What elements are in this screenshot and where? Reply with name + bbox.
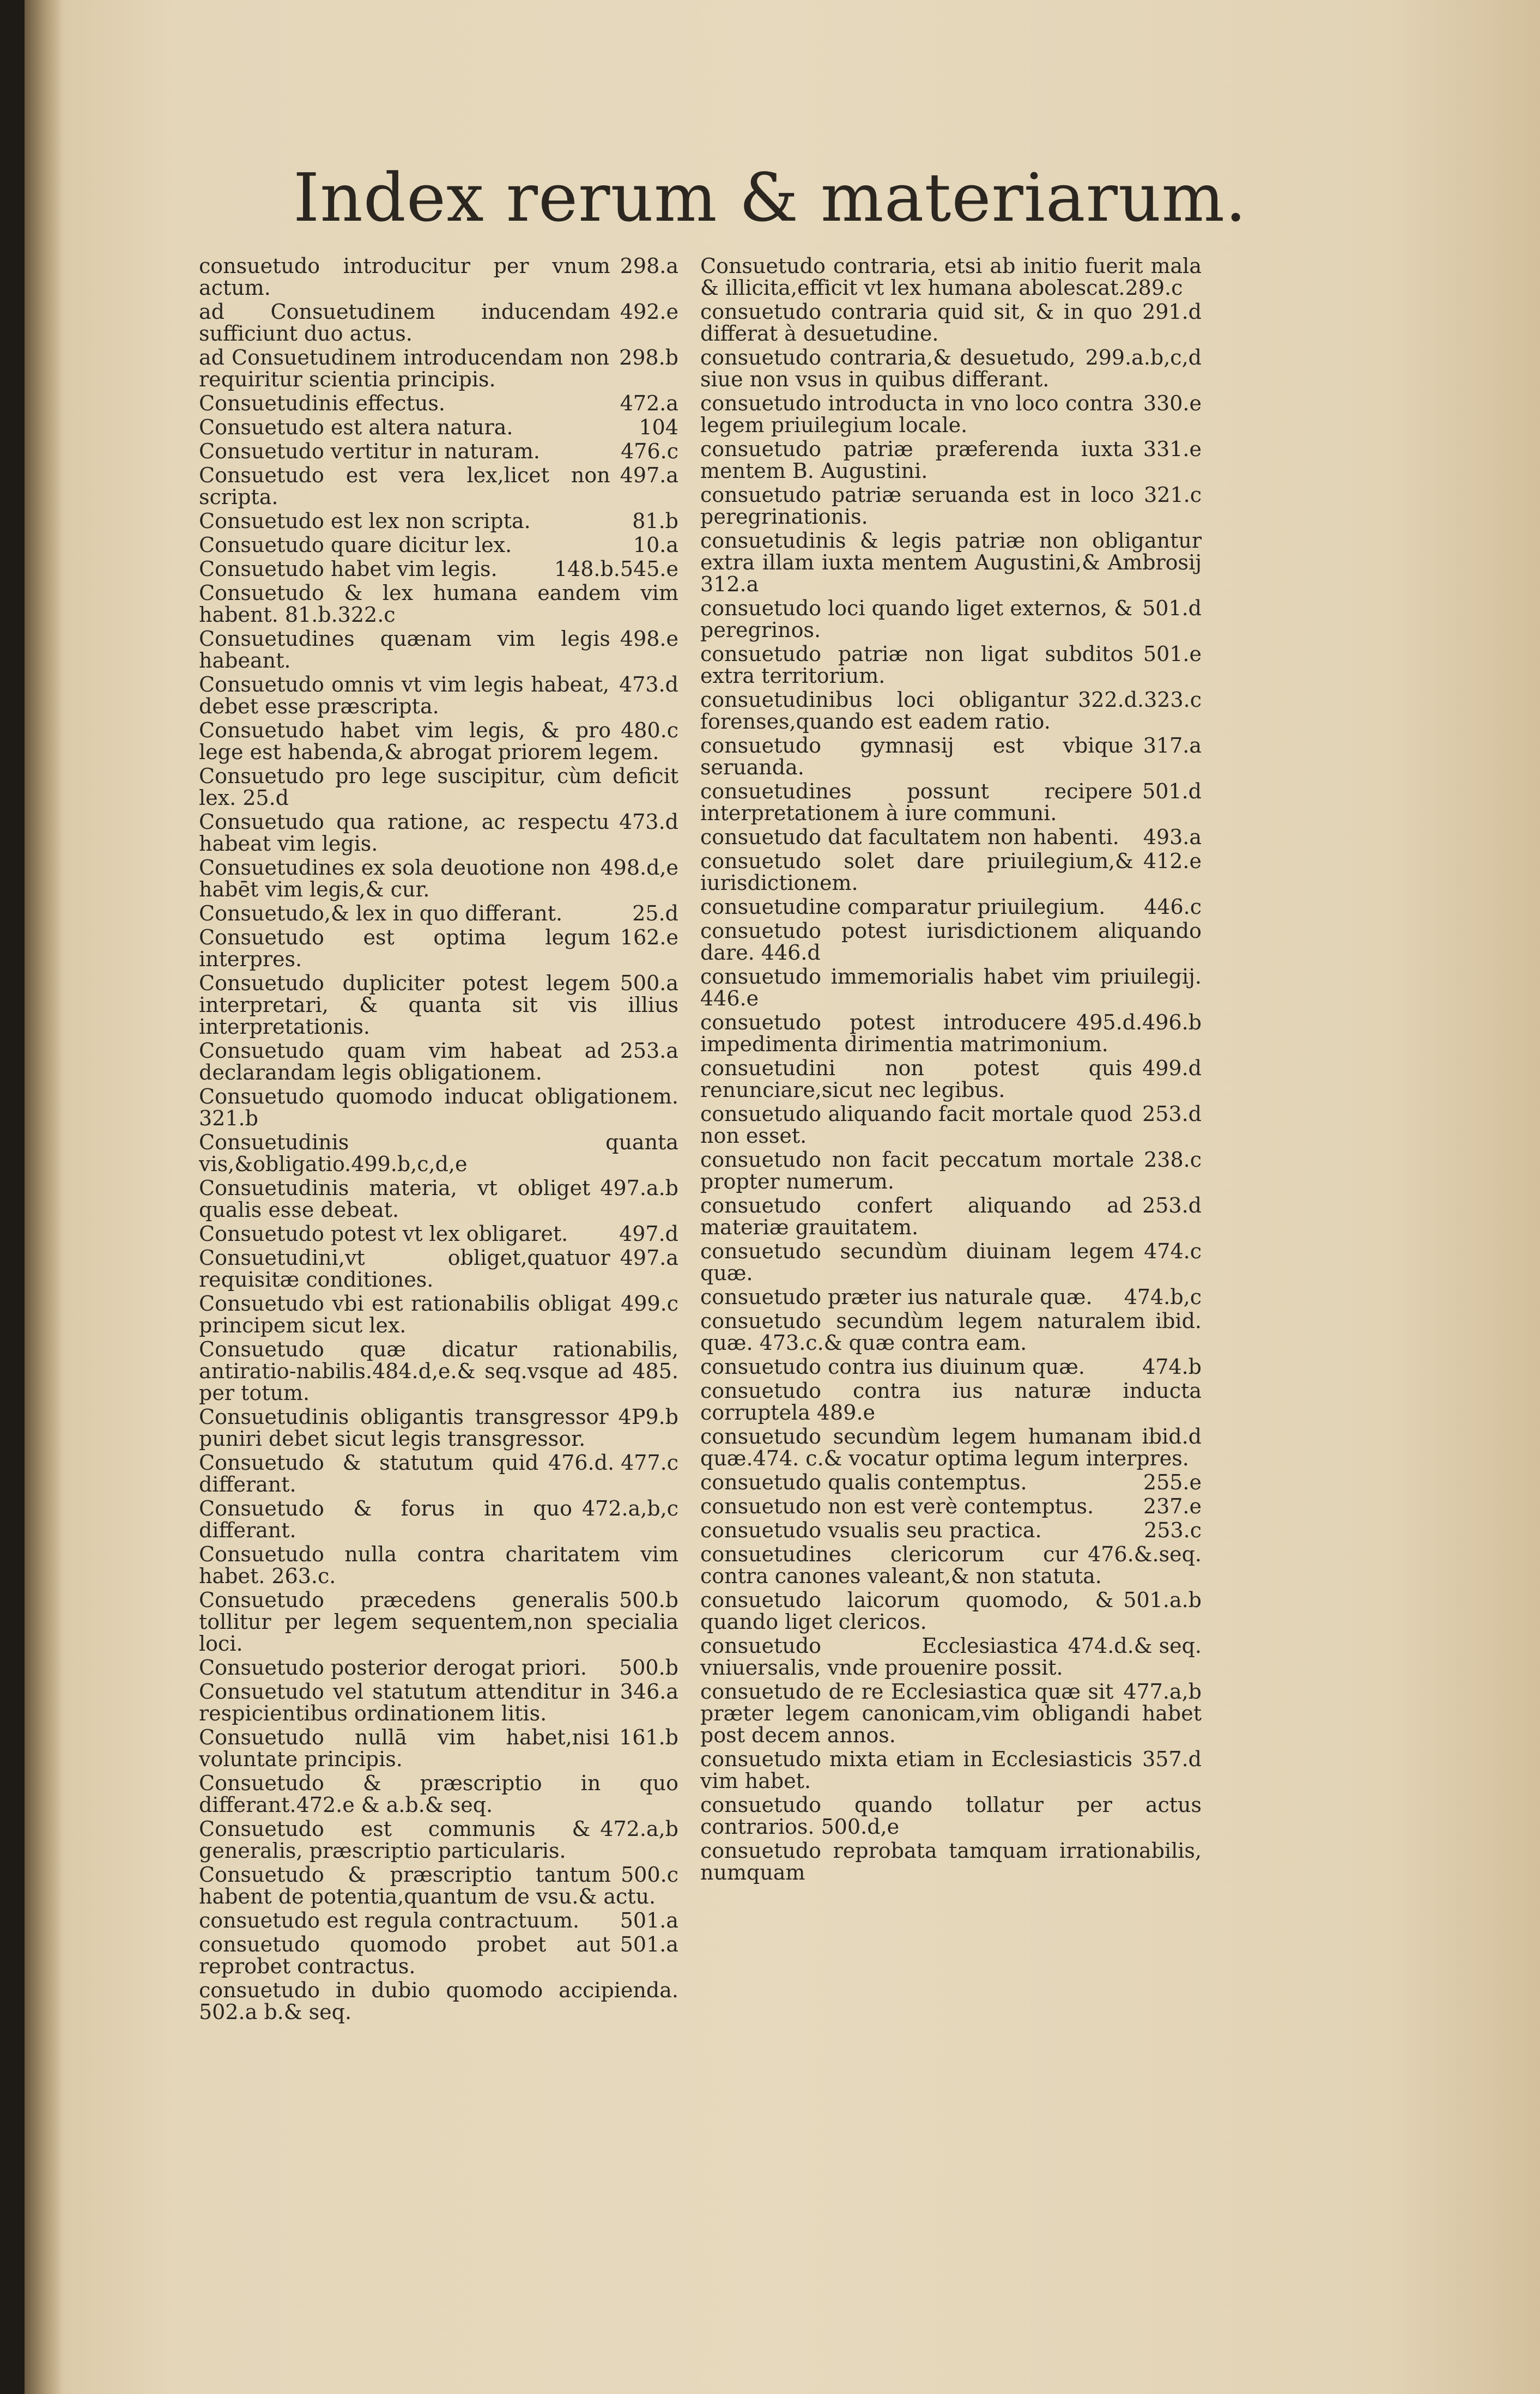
index-entry-text: consuetudo solet dare priuilegium,& iurisdictionem.	[700, 849, 1133, 895]
index-entry	[199, 1681, 678, 1724]
index-entry-reference: 500.a	[620, 971, 678, 995]
index-entry-reference: 317.a	[1143, 734, 1202, 757]
index-entry-text: Consuetudo vel statutum attenditur in respicientibus ordinationem litis.	[199, 1680, 610, 1725]
index-entry-text: Consuetudo vertitur in naturam.	[199, 439, 540, 463]
index-entry-reference: 500.c	[621, 1863, 678, 1887]
index-entry-text: consuetudo qualis contemptus.	[700, 1470, 1027, 1494]
index-entry-text: consuetudinis & legis patriæ non obligantur extra illam iuxta mentem Augustini,& Ambrosij 312.a	[700, 529, 1202, 596]
index-entry	[199, 765, 678, 809]
index-entry-text: Consuetudo quam vim habeat ad declarandam legis obligationem.	[199, 1039, 610, 1084]
index-entry-text: Consuetudo habet vim legis, & pro lege est habenda,& abrogat priorem legem.	[199, 718, 659, 764]
index-entry	[700, 1589, 1202, 1633]
index-entry-reference: 473.d	[619, 810, 678, 834]
index-entry-reference: 291.d	[1142, 300, 1202, 324]
index-entry	[700, 1748, 1202, 1792]
index-entry	[199, 628, 678, 671]
index-entry-reference: 253.c	[1144, 1518, 1202, 1542]
index-entry	[199, 558, 678, 580]
index-entry-text: consuetudines possunt recipere interpretationem à iure communi.	[700, 779, 1133, 825]
index-entry-reference: 237.e	[1143, 1494, 1202, 1518]
index-entry	[199, 1338, 678, 1404]
index-entry-reference: 253.d	[1142, 1193, 1202, 1217]
index-entry	[199, 1910, 678, 1931]
index-entry	[700, 1057, 1202, 1101]
index-entry-reference: 495.d.496.b	[1076, 1010, 1202, 1034]
index-entry	[199, 347, 678, 390]
index-entry-text: consuetudo aliquando facit mortale quod non esset.	[700, 1102, 1133, 1148]
index-entry-reference: 298.a	[620, 254, 678, 278]
index-entry-text: Consuetudo nullā vim habet,nisi voluntate principis.	[199, 1725, 610, 1771]
index-entry-reference: 498.e	[620, 627, 678, 651]
index-entry-reference: 497.a	[620, 463, 678, 487]
index-entry-text: Consuetudinis quanta vis,&obligatio.499.b,c,d,e	[199, 1130, 678, 1176]
index-entry-reference: 10.a	[633, 533, 678, 557]
index-entry	[700, 1794, 1202, 1838]
index-entry-text: consuetudini non potest quis renunciare,sicut nec legibus.	[700, 1056, 1133, 1102]
index-entry	[199, 416, 678, 438]
index-entry	[199, 582, 678, 626]
index-entry	[199, 1086, 678, 1129]
index-entry-text: Consuetudo & forus in quo differant.	[199, 1496, 572, 1542]
index-entry	[199, 1247, 678, 1290]
index-entry	[700, 643, 1202, 687]
index-entry	[700, 850, 1202, 894]
index-entry-reference: 501.a.b	[1123, 1588, 1202, 1612]
index-entry-text: Consuetudo & lex humana eandem vim habent. 81.b.322.c	[199, 581, 678, 627]
index-entry-text: consuetudo laicorum quomodo, & quando liget clericos.	[700, 1588, 1114, 1634]
index-entry	[700, 780, 1202, 824]
index-entry-text: Consuetudini,vt obliget,quatuor requisitæ conditiones.	[199, 1246, 610, 1292]
index-entry-text: Consuetudinis materia, vt obliget qualis esse debeat.	[199, 1176, 591, 1222]
index-entry	[700, 920, 1202, 963]
index-entry-reference: 474.b	[1142, 1355, 1202, 1379]
index-entry	[199, 440, 678, 462]
index-entry-reference: 322.d.323.c	[1078, 688, 1202, 712]
index-entry	[199, 674, 678, 717]
index-column-left	[199, 255, 678, 2025]
index-column-right	[700, 255, 1202, 1886]
index-entry-reference: 238.c	[1144, 1148, 1202, 1172]
index-entry-reference: 480.c	[621, 718, 678, 742]
index-entry-text: ad Consuetudinem introducendam non requiritur scientia principis.	[199, 346, 610, 391]
index-entry-reference: 148.b.545.e	[554, 557, 678, 581]
index-entry-reference: 346.a	[620, 1680, 678, 1704]
index-entry-reference: 253.a	[620, 1039, 678, 1063]
index-entry	[199, 1979, 678, 2023]
index-entry	[700, 735, 1202, 778]
index-entry-text: consuetudo reprobata tamquam irrationabilis, numquam	[700, 1839, 1202, 1884]
index-entry-text: Consuetudo nulla contra charitatem vim habet. 263.c.	[199, 1542, 678, 1588]
index-entry-reference: 501.a	[620, 1908, 678, 1932]
index-entry	[700, 1286, 1202, 1308]
index-entry	[700, 392, 1202, 436]
index-entry-text: Consuetudines ex sola deuotione non habēt vim legis,& cur.	[199, 856, 591, 901]
index-entry	[199, 1864, 678, 1907]
index-entry-reference: 474.d.& seq.	[1068, 1634, 1202, 1658]
index-entry-text: Consuetudo est communis & generalis, præscriptio particularis.	[199, 1817, 591, 1863]
index-entry-reference: 331.e	[1143, 437, 1202, 461]
index-entry-reference: 330.e	[1143, 391, 1202, 415]
index-entry	[700, 1356, 1202, 1378]
index-entry-reference: 472.a,b	[600, 1817, 678, 1841]
index-entry-text: Consuetudo pro lege suscipitur, cùm deficit lex. 25.d	[199, 764, 678, 810]
index-entry-text: consuetudo potest iurisdictionem aliquando dare. 446.d	[700, 919, 1202, 965]
index-entry-reference: 501.d	[1142, 596, 1202, 620]
index-entry-text: Consuetudo qua ratione, ac respectu habeat vim legis.	[199, 810, 610, 856]
page-gutter	[25, 0, 63, 2394]
index-entry-reference: 499.d	[1142, 1056, 1202, 1080]
index-entry	[700, 1310, 1202, 1354]
index-entry	[700, 896, 1202, 918]
index-entry-text: Consuetudinis effectus.	[199, 391, 445, 415]
index-entry	[199, 534, 678, 556]
index-entry	[199, 1223, 678, 1245]
index-entry-reference: 412.e	[1143, 849, 1202, 873]
index-entry-reference: 474.c	[1144, 1239, 1202, 1263]
index-entry-text: consuetudo vsualis seu practica.	[700, 1518, 1042, 1542]
index-entry-text: consuetudo de re Ecclesiastica quæ sit præter legem canonicam,vim obligandi habet post decem annos.	[700, 1680, 1202, 1747]
index-entry-reference: ibid.	[1155, 1309, 1202, 1333]
index-entry	[700, 1195, 1202, 1238]
index-entry	[700, 438, 1202, 482]
index-entry-text: Consuetudo est optima legum interpres.	[199, 925, 610, 971]
index-entry	[199, 464, 678, 508]
index-entry-reference: 162.e	[620, 925, 678, 949]
index-entry-reference: 25.d	[632, 901, 678, 925]
index-entry-reference: 446.c	[1144, 895, 1202, 919]
index-entry-text: consuetudo contra ius diuinum quæ.	[700, 1355, 1085, 1379]
index-entry	[199, 1452, 678, 1495]
index-entry	[199, 811, 678, 854]
index-entry-text: Consuetudo quare dicitur lex.	[199, 533, 512, 557]
index-entry-reference: 255.e	[1143, 1470, 1202, 1494]
index-entry-text: Consuetudo dupliciter potest legem interpretari, & quanta sit vis illius interpretationis.	[199, 971, 678, 1039]
index-entry	[199, 1657, 678, 1678]
index-entry-text: Consuetudo & statutum quid differant.	[199, 1451, 539, 1496]
index-entry	[199, 1177, 678, 1221]
index-entry-text: consuetudinibus loci obligantur forenses,quando est eadem ratio.	[700, 688, 1069, 734]
index-entry-text: consuetudo patriæ seruanda est in loco peregrinationis.	[700, 483, 1135, 529]
index-entry-text: Consuetudo & præscriptio in quo differant.472.e & a.b.& seq.	[199, 1771, 678, 1817]
index-entry-text: consuetudo immemorialis habet vim priuilegij. 446.e	[700, 965, 1202, 1010]
index-entry-reference: 500.b	[619, 1656, 678, 1680]
index-entry	[199, 1934, 678, 1977]
index-entry	[199, 926, 678, 970]
index-entry-reference: 497.d	[619, 1222, 678, 1246]
index-entry-text: consuetudo gymnasij est vbique seruanda.	[700, 734, 1133, 779]
index-entry	[700, 301, 1202, 344]
index-entry	[199, 972, 678, 1038]
index-entry	[700, 1840, 1202, 1883]
index-entry-text: Consuetudines quænam vim legis habeant.	[199, 627, 610, 672]
index-entry-text: consuetudo potest introducere impedimenta dirimentia matrimonium.	[700, 1010, 1108, 1056]
index-entry-text: Consuetudo potest vt lex obligaret.	[199, 1222, 568, 1246]
index-entry-text: consuetudo patriæ præferenda iuxta mentem B. Augustini.	[700, 437, 1133, 483]
index-entry	[700, 1240, 1202, 1284]
index-entry	[700, 1011, 1202, 1055]
index-entry-text: Consuetudo omnis vt vim legis habeat, debet esse præscripta.	[199, 672, 610, 718]
index-entry-text: consuetudo introducta in vno loco contra legem priuilegium locale.	[700, 391, 1133, 437]
index-entry	[199, 255, 678, 299]
index-entry-text: consuetudo contra ius naturæ inducta corruptela 489.e	[700, 1379, 1202, 1425]
index-entry	[700, 1681, 1202, 1746]
index-entry-text: consuetudo introducitur per vnum actum.	[199, 254, 610, 300]
index-entry-text: consuetudo præter ius naturale quæ.	[700, 1285, 1093, 1309]
index-entry-reference: 321.c	[1144, 483, 1202, 507]
index-entry-reference: 299.a.b,c,d	[1085, 346, 1202, 369]
index-entry-text: Consuetudo est vera lex,licet non scripta.	[199, 463, 610, 509]
index-entry-text: consuetudo secundùm legem naturalem quæ. 473.c.& quæ contra eam.	[700, 1309, 1145, 1355]
index-entry-text: ad Consuetudinem inducendam sufficiunt duo actus.	[199, 300, 610, 346]
index-entry	[700, 1103, 1202, 1147]
index-entry-reference: 253.d	[1142, 1102, 1202, 1126]
index-entry-reference: 501.a	[620, 1932, 678, 1956]
index-entry-text: Consuetudo habet vim legis.	[199, 557, 498, 581]
index-entry-reference: 477.a,b	[1123, 1680, 1202, 1704]
index-entry-text: consuetudine comparatur priuilegium.	[700, 895, 1106, 919]
index-entry-reference: 474.b,c	[1124, 1285, 1202, 1309]
index-entry-reference: 500.b	[619, 1588, 678, 1612]
index-entry	[199, 1543, 678, 1587]
index-entry	[700, 1635, 1202, 1678]
index-entry	[700, 1426, 1202, 1469]
index-entry	[700, 347, 1202, 390]
index-entry	[199, 1498, 678, 1541]
index-entry-text: consuetudo Ecclesiastica vniuersalis, vnde prouenire possit.	[700, 1634, 1063, 1680]
index-entry	[199, 1293, 678, 1336]
index-entry-reference: 476.d. 477.c	[548, 1451, 678, 1475]
index-entry-reference: 497.a.b	[600, 1176, 678, 1200]
index-entry-text: Consuetudo & præscriptio tantum habent de potentia,quantum de vsu.& actu.	[199, 1863, 656, 1908]
index-entry-reference: 472.a,b,c	[581, 1496, 678, 1520]
index-entry	[700, 826, 1202, 848]
index-entry-reference: 501.e	[1143, 642, 1202, 666]
index-entry-reference: 498.d,e	[600, 856, 678, 880]
index-entry	[199, 1726, 678, 1770]
index-entry-reference: 473.d	[619, 672, 678, 696]
index-entry-text: Consuetudo præcedens generalis tollitur per legem sequentem,non specialia loci.	[199, 1588, 678, 1656]
index-entry-text: consuetudo mixta etiam in Ecclesiasticis vim habet.	[700, 1747, 1133, 1793]
index-entry	[700, 530, 1202, 595]
index-entry-reference: 476.c	[621, 439, 678, 463]
index-entry-text: consuetudo patriæ non ligat subditos extra territorium.	[700, 642, 1133, 688]
index-entry-text: Consuetudo posterior derogat priori.	[199, 1656, 587, 1680]
index-entry	[700, 966, 1202, 1009]
index-entry-text: consuetudo non est verè contemptus.	[700, 1494, 1094, 1518]
index-entry	[199, 719, 678, 763]
index-entry	[199, 1818, 678, 1862]
index-entry-reference: 298.b	[619, 346, 678, 369]
index-entry-text: consuetudo confert aliquando ad materiæ grauitatem.	[700, 1193, 1133, 1239]
index-entry-reference: 501.d	[1142, 779, 1202, 803]
index-entry-reference: ibid.d	[1142, 1425, 1202, 1448]
index-entry-reference: 472.a	[620, 391, 678, 415]
index-entry	[199, 510, 678, 532]
index-entry	[199, 392, 678, 414]
index-entry	[199, 1406, 678, 1450]
index-entry-text: Consuetudo quomodo inducat obligationem. 321.b	[199, 1084, 678, 1130]
index-entry	[700, 484, 1202, 528]
index-entry	[700, 1471, 1202, 1493]
index-entry-text: consuetudines clericorum cur contra canones valeant,& non statuta.	[700, 1542, 1102, 1588]
index-entry-text: consuetudo secundùm diuinam legem quæ.	[700, 1239, 1135, 1285]
index-entry-text: consuetudo dat facultatem non habenti.	[700, 825, 1119, 849]
index-entry-text: Consuetudo est altera natura.	[199, 415, 513, 439]
index-entry	[199, 857, 678, 900]
index-entry	[700, 597, 1202, 641]
index-entry-reference: 104	[639, 415, 678, 439]
index-entry	[700, 1149, 1202, 1192]
index-entry-text: consuetudo in dubio quomodo accipienda. 502.a b.& seq.	[199, 1978, 678, 2024]
index-entry-text: Consuetudo vbi est rationabilis obligat principem sicut lex.	[199, 1292, 611, 1337]
index-entry-reference: 161.b	[619, 1725, 678, 1749]
index-entry-text: Consuetudo contraria, etsi ab initio fuerit mala & illicita,efficit vt lex humana abolescat.289.c	[700, 254, 1202, 300]
index-entry	[700, 689, 1202, 732]
index-entry-reference: 81.b	[632, 509, 678, 533]
index-entry	[199, 1772, 678, 1816]
index-entry	[199, 1131, 678, 1175]
index-entry-text: consuetudo contraria quid sit, & in quo differat à desuetudine.	[700, 300, 1133, 346]
index-entry-reference: 476.&.seq.	[1088, 1542, 1202, 1566]
index-entry-reference: 497.a	[620, 1246, 678, 1270]
index-entry-text: consuetudo secundùm legem humanam quæ.474. c.& vocatur optima legum interpres.	[700, 1425, 1189, 1470]
index-entry-text: consuetudo non facit peccatum mortale propter numerum.	[700, 1148, 1135, 1193]
index-entry-text: Consuetudo quæ dicatur rationabilis, antiratio-nabilis.484.d,e.& seq.vsque ad 485. per totum.	[199, 1337, 678, 1405]
index-entry-reference: 499.c	[621, 1292, 678, 1316]
index-entry	[199, 301, 678, 344]
index-entry-text: consuetudo quomodo probet aut reprobet contractus.	[199, 1932, 610, 1978]
index-entry	[700, 1543, 1202, 1587]
index-entry	[199, 1589, 678, 1654]
index-entry	[199, 902, 678, 924]
index-entry-reference: 357.d	[1142, 1747, 1202, 1771]
index-entry	[700, 255, 1202, 299]
index-entry-text: consuetudo loci quando liget externos, & peregrinos.	[700, 596, 1133, 642]
index-entry-text: consuetudo contraria,& desuetudo, siue non vsus in quibus differant.	[700, 346, 1076, 391]
page-title: Index rerum & materiarum.	[293, 159, 1247, 237]
index-entry	[199, 1040, 678, 1083]
index-entry-text: consuetudo est regula contractuum.	[199, 1908, 580, 1932]
index-entry-reference: 492.e	[620, 300, 678, 324]
index-entry-reference: 493.a	[1143, 825, 1202, 849]
index-entry	[700, 1495, 1202, 1517]
index-entry	[700, 1519, 1202, 1541]
index-entry-text: Consuetudinis obligantis transgressor puniri debet sicut legis transgressor.	[199, 1405, 609, 1451]
index-entry-text: Consuetudo,& lex in quo differant.	[199, 901, 563, 925]
index-entry	[700, 1380, 1202, 1423]
index-entry-text: Consuetudo est lex non scripta.	[199, 509, 531, 533]
index-entry-reference: 4P9.b	[618, 1405, 678, 1429]
index-entry-text: consuetudo quando tollatur per actus contrarios. 500.d,e	[700, 1793, 1202, 1839]
